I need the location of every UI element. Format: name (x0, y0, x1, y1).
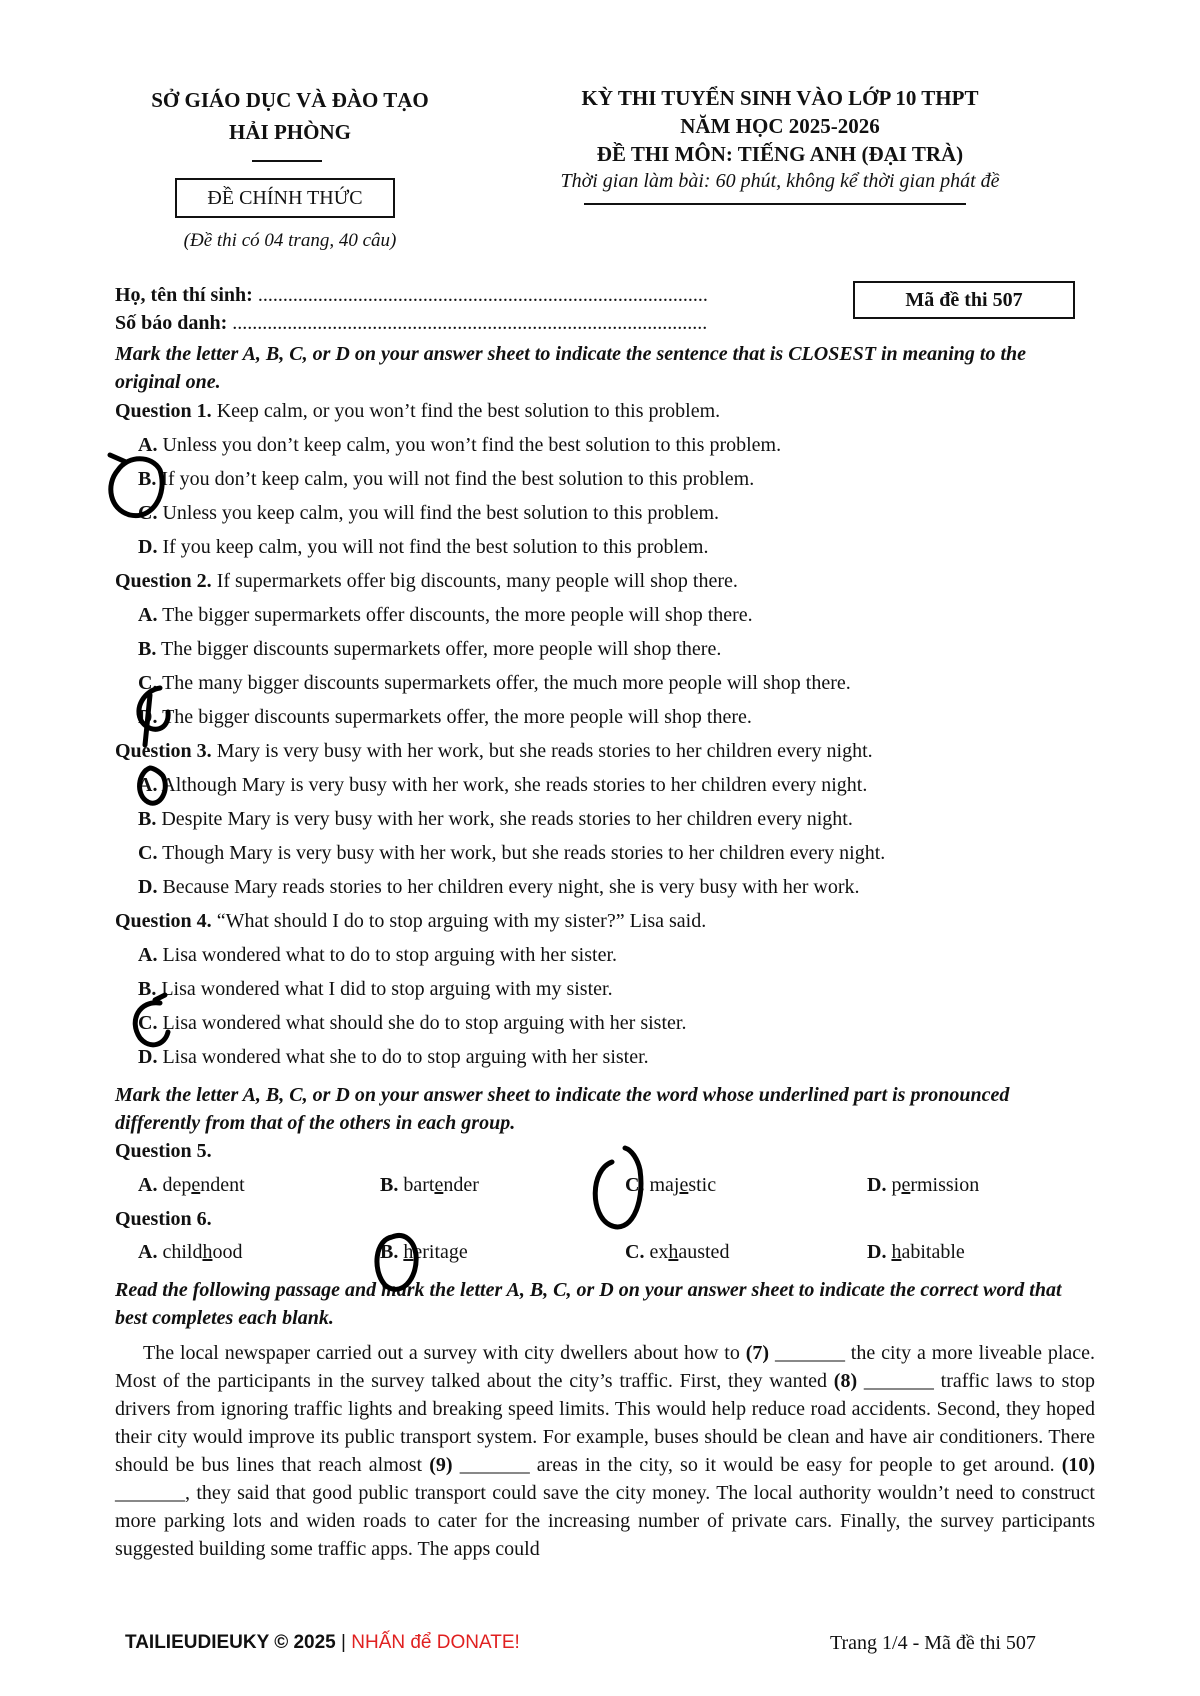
q5-option-d[interactable] (867, 1174, 979, 1197)
option-text: Unless you keep calm, you will find the best solution to this problem. (162, 502, 720, 524)
underlined-letter: e (434, 1174, 444, 1196)
question-label: Question 1. (115, 400, 212, 422)
q3-option-d[interactable] (138, 876, 1098, 899)
option-letter: C. (138, 1012, 158, 1034)
question-text: “What should I do to stop arguing with my sister?” Lisa said. (216, 910, 707, 932)
q5-option-a[interactable] (138, 1174, 245, 1197)
option-text: The many bigger discounts supermarkets offer, the much more people will shop there. (162, 672, 851, 694)
passage-text: _______ areas in the city, so it would be easy for people to get around. (459, 1454, 1055, 1476)
option-letter: D. (138, 536, 158, 558)
option-text: Although Mary is very busy with her work, she reads stories to her children every night. (161, 774, 868, 796)
option-letter: A. (138, 774, 158, 796)
official-label-box: ĐỀ CHÍNH THỨC (175, 178, 395, 218)
q2-option-d[interactable] (138, 706, 1098, 729)
option-letter: A. (138, 1241, 158, 1263)
option-letter: A. (138, 944, 158, 966)
option-text: If you don’t keep calm, you will not find the best solution to this problem. (161, 468, 755, 490)
underlined-letter: h (202, 1241, 213, 1263)
donate-link[interactable]: NHẤN để DONATE! (351, 1632, 520, 1653)
q6-option-c[interactable] (625, 1241, 729, 1264)
department-header (100, 84, 480, 148)
option-text: Despite Mary is very busy with her work, she reads stories to her children every night. (161, 808, 853, 830)
word-part: ndent (200, 1174, 245, 1196)
option-letter: C. (138, 842, 158, 864)
word-part: dep (162, 1174, 192, 1196)
q1-option-a[interactable] (138, 434, 1098, 457)
option-letter: B. (380, 1241, 399, 1263)
word-part: rmission (910, 1174, 980, 1196)
candidate-name-dots: .......................................................................................... (257, 284, 708, 306)
option-letter: D. (867, 1174, 887, 1196)
question-5 (115, 1140, 1095, 1163)
option-letter: C. (138, 502, 158, 524)
word-part: ood (212, 1241, 243, 1263)
question-3 (115, 740, 1095, 763)
option-text: The bigger discounts supermarkets offer, more people will shop there. (160, 638, 722, 660)
question-text: If supermarkets offer big discounts, many people will shop there. (216, 570, 738, 592)
page-info: Trang 1/4 - Mã đề thi 507 (830, 1632, 1036, 1654)
blank-7-label: (7) (745, 1342, 770, 1364)
q3-option-c[interactable] (138, 842, 1098, 865)
underlined-letter: e (679, 1174, 689, 1196)
candidate-name-label: Họ, tên thí sinh: (115, 284, 253, 306)
option-text: Lisa wondered what to do to stop arguing with her sister. (162, 944, 618, 966)
option-text: Lisa wondered what she to do to stop arguing with her sister. (162, 1046, 649, 1068)
divider (252, 160, 322, 162)
reading-passage (115, 1339, 1095, 1563)
word-part: child (162, 1241, 203, 1263)
passage-text: _______ the city a more liveable place. Most of the participants in the survey talked about the city’s traffic. First, they wanted (115, 1342, 1096, 1392)
question-label: Question 2. (115, 570, 212, 592)
option-letter: D. (867, 1241, 887, 1263)
question-label: Question 4. (115, 910, 212, 932)
option-letter: A. (138, 1174, 158, 1196)
department-name: SỞ GIÁO DỤC VÀ ĐÀO TẠO (151, 88, 429, 112)
q4-option-b[interactable] (138, 978, 1098, 1001)
word-part: eritage (413, 1241, 468, 1263)
word-part: abitable (901, 1241, 965, 1263)
option-text: Lisa wondered what should she do to stop arguing with her sister. (162, 1012, 687, 1034)
q4-option-d[interactable] (138, 1046, 1098, 1069)
question-1 (115, 400, 1095, 423)
option-letter: A. (138, 604, 158, 626)
option-text: If you keep calm, you will not find the best solution to this problem. (162, 536, 709, 558)
q1-option-b[interactable] (138, 468, 1098, 491)
option-letter: C. (138, 672, 158, 694)
blank-8-label: (8) (833, 1370, 858, 1392)
q6-option-d[interactable] (867, 1241, 965, 1264)
footer-brand (125, 1632, 520, 1654)
q6-option-b[interactable] (380, 1241, 468, 1264)
question-4 (115, 910, 1095, 933)
option-letter: C. (625, 1241, 645, 1263)
question-2 (115, 570, 1095, 593)
option-text: Though Mary is very busy with her work, but she reads stories to her children every night. (162, 842, 886, 864)
candidate-id-field[interactable] (115, 312, 707, 335)
city-name: HẢI PHÒNG (229, 120, 351, 144)
exam-header (490, 84, 1070, 168)
word-part: nder (443, 1174, 479, 1196)
passage-text: _______ traffic laws to stop drivers from ignoring traffic lights and breaking speed limits. This would help reduce road accidents. Second, they hoped their city would improve its public transport system. For example, buses should be clean and have air conditioners. There should be bus lines that reach almost (115, 1370, 1096, 1476)
option-letter: D. (138, 1046, 158, 1068)
q4-option-c[interactable] (138, 1012, 1098, 1035)
option-letter: A. (138, 434, 158, 456)
question-label: Question 3. (115, 740, 212, 762)
q6-option-a[interactable] (138, 1241, 242, 1264)
question-label: Question 6. (115, 1208, 212, 1230)
q2-option-c[interactable] (138, 672, 1098, 695)
word-part: stic (688, 1174, 717, 1196)
question-label: Question 5. (115, 1140, 212, 1162)
q5-option-b[interactable] (380, 1174, 479, 1197)
exam-subject: ĐỀ THI MÔN: TIẾNG ANH (ĐẠI TRÀ) (596, 142, 964, 166)
word-part: ex (649, 1241, 669, 1263)
exam-code-box: Mã đề thi 507 (853, 281, 1075, 319)
q1-option-c[interactable] (138, 502, 1098, 525)
underlined-letter: e (901, 1174, 911, 1196)
word-part: bart (403, 1174, 435, 1196)
q1-option-d[interactable] (138, 536, 1098, 559)
section-3-instruction: Read the following passage and mark the letter A, B, C, or D on your answer sheet to indicate the correct word that best completes each blank. (115, 1279, 1062, 1329)
option-text: The bigger supermarkets offer discounts, the more people will shop there. (162, 604, 753, 626)
word-part: p (891, 1174, 902, 1196)
underlined-letter: h (403, 1241, 414, 1263)
option-letter: B. (138, 468, 157, 490)
q2-option-a[interactable] (138, 604, 1098, 627)
option-letter: B. (138, 978, 157, 1000)
blank-9-label: (9) (429, 1454, 453, 1476)
option-text: The bigger discounts supermarkets offer, the more people will shop there. (162, 706, 752, 728)
divider (584, 203, 966, 205)
candidate-id-label: Số báo danh: (115, 312, 228, 334)
q3-option-b[interactable] (138, 808, 1098, 831)
q2-option-b[interactable] (138, 638, 1098, 661)
option-letter: B. (138, 638, 157, 660)
question-text: Mary is very busy with her work, but she reads stories to her children every night. (216, 740, 873, 762)
option-text: Because Mary reads stories to her children every night, she is very busy with her work. (162, 876, 860, 898)
time-note: Thời gian làm bài: 60 phút, không kể thời gian phát đề (560, 170, 1000, 192)
passage-text: The local newspaper carried out a survey with city dwellers about how to (143, 1342, 740, 1364)
option-letter: B. (380, 1174, 399, 1196)
blank-10-label: (10) (1061, 1454, 1096, 1476)
candidate-name-field[interactable] (115, 284, 708, 307)
underlined-letter: h (891, 1241, 902, 1263)
word-part: austed (678, 1241, 730, 1263)
q3-option-a[interactable] (138, 774, 1098, 797)
q4-option-a[interactable] (138, 944, 1098, 967)
option-letter: B. (138, 808, 157, 830)
school-year: NĂM HỌC 2025-2026 (680, 114, 880, 138)
section-2-instruction: Mark the letter A, B, C, or D on your answer sheet to indicate the word whose underlined part is pronounced differently from that of the others in each group. (115, 1084, 1010, 1134)
option-letter: D. (138, 706, 158, 728)
underlined-letter: e (191, 1174, 201, 1196)
footer-separator: | (341, 1632, 346, 1653)
exam-title: KỲ THI TUYỂN SINH VÀO LỚP 10 THPT (581, 86, 979, 110)
q5-option-c[interactable] (625, 1174, 716, 1197)
underlined-letter: h (668, 1241, 679, 1263)
question-6 (115, 1208, 1095, 1231)
question-text: Keep calm, or you won’t find the best solution to this problem. (216, 400, 721, 422)
option-letter: C. (625, 1174, 645, 1196)
pages-note: (Đề thi có 04 trang, 40 câu) (183, 230, 397, 251)
brand-text: TAILIEUDIEUKY © 2025 (125, 1632, 336, 1653)
passage-text: _______, they said that good public transport could save the city money. The local authority wouldn’t need to construct more parking lots and widen roads to cater for the increasing number of private cars. Finally, the survey participants suggested building some traffic apps. The apps could (115, 1482, 1095, 1560)
word-part: maj (649, 1174, 680, 1196)
candidate-id-dots: ............................................................................................... (232, 312, 708, 334)
option-text: Lisa wondered what I did to stop arguing with my sister. (161, 978, 613, 1000)
option-letter: D. (138, 876, 158, 898)
option-text: Unless you don’t keep calm, you won’t find the best solution to this problem. (162, 434, 782, 456)
section-1-instruction: Mark the letter A, B, C, or D on your answer sheet to indicate the sentence that is CLOSEST in meaning to the original one. (115, 343, 1027, 393)
